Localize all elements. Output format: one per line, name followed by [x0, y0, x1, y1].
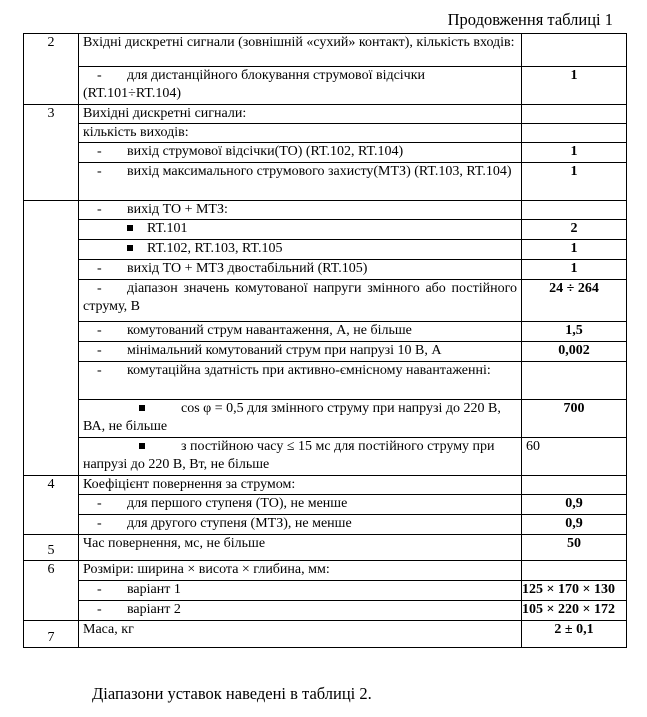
- row-value: 1: [522, 67, 627, 105]
- row-text: - для першого ступеня (ТО), не менше: [79, 495, 522, 515]
- row-text: кількість виходів:: [79, 124, 522, 143]
- row-value: 24 ÷ 264: [522, 280, 627, 322]
- row-value: 1: [522, 240, 627, 260]
- table-row: [24, 362, 627, 400]
- row-value: 0,002: [522, 342, 627, 362]
- table-row: [24, 535, 627, 561]
- table-row: [24, 581, 627, 601]
- footer-note: Діапазони уставок наведені в таблиці 2.: [92, 684, 372, 703]
- row-value: 1,5: [522, 322, 627, 342]
- table-row: [24, 561, 627, 581]
- table-row: [24, 163, 627, 201]
- row-value: [522, 201, 627, 220]
- table-row: [24, 124, 627, 143]
- row-text: Час повернення, мс, не більше: [79, 535, 522, 561]
- table-row: [24, 240, 627, 260]
- table-row: [24, 280, 627, 322]
- table-row: [24, 400, 627, 438]
- bullet-square-icon: [139, 405, 145, 411]
- table-row: [24, 495, 627, 515]
- table-row: [24, 601, 627, 621]
- row-value: [522, 124, 627, 143]
- row-text: - вихід ТО + МТЗ двостабільний (RT.105): [79, 260, 522, 280]
- table-row: [24, 476, 627, 495]
- table-row: [24, 67, 627, 105]
- row-number: 2: [24, 34, 79, 105]
- table-row: [24, 322, 627, 342]
- table-row: [24, 201, 627, 220]
- row-text: cos φ = 0,5 для змінного струму при напрузі до 220 В, ВА, не більше: [79, 400, 522, 438]
- row-value: 105 × 220 × 172: [522, 601, 627, 621]
- bullet-square-icon: [139, 443, 145, 449]
- row-text: Коефіцієнт повернення за струмом:: [79, 476, 522, 495]
- row-text: з постійною часу ≤ 15 мс для постійного струму при напрузі до 220 В, Вт, не більше: [79, 438, 522, 476]
- table-row: [24, 105, 627, 124]
- table-row: [24, 621, 627, 648]
- row-value: 125 × 170 × 130: [522, 581, 627, 601]
- row-text: - варіант 2: [79, 601, 522, 621]
- table-caption: Продовження таблиці 1: [447, 10, 613, 29]
- row-value: 700: [522, 400, 627, 438]
- row-value: 2: [522, 220, 627, 240]
- row-text: - варіант 1: [79, 581, 522, 601]
- row-value: 60: [522, 438, 627, 476]
- row-value: 1: [522, 260, 627, 280]
- table-row: [24, 438, 627, 476]
- row-text: Вихідні дискретні сигнали:: [79, 105, 522, 124]
- row-value: 1: [522, 143, 627, 163]
- row-text: - діапазон значень комутованої напруги змінного або постійного струму, В: [79, 280, 522, 322]
- row-text: - вихід максимального струмового захисту(МТЗ) (RT.103, RT.104): [79, 163, 522, 201]
- bullet-square-icon: [127, 225, 133, 231]
- row-value: [522, 561, 627, 581]
- row-number: 7: [24, 621, 79, 648]
- row-text: Вхідні дискретні сигнали (зовнішній «сухий» контакт), кількість входів:: [79, 34, 522, 67]
- row-number: 4: [24, 476, 79, 535]
- table-row: [24, 143, 627, 163]
- row-text: - для другого ступеня (МТЗ), не менше: [79, 515, 522, 535]
- row-text: - мінімальний комутований струм при напрузі 10 В, А: [79, 342, 522, 362]
- table-row: [24, 260, 627, 280]
- row-text: Розміри: ширина × висота × глибина, мм:: [79, 561, 522, 581]
- row-value: [522, 105, 627, 124]
- row-text: Маса, кг: [79, 621, 522, 648]
- row-number: [24, 201, 79, 476]
- row-value: 50: [522, 535, 627, 561]
- row-number: 6: [24, 561, 79, 621]
- row-value: [522, 362, 627, 400]
- row-text: - комутований струм навантаження, А, не більше: [79, 322, 522, 342]
- row-text: - комутаційна здатність при активно-ємнісному навантаженні:: [79, 362, 522, 400]
- spec-table: [23, 33, 627, 648]
- row-text: RT.101: [79, 220, 522, 240]
- row-number: 3: [24, 105, 79, 201]
- row-text: RT.102, RT.103, RT.105: [79, 240, 522, 260]
- row-value: 0,9: [522, 515, 627, 535]
- row-number: 5: [24, 535, 79, 561]
- bullet-square-icon: [127, 245, 133, 251]
- row-value: 0,9: [522, 495, 627, 515]
- row-text: - для дистанційного блокування струмової відсічки (RT.101÷RT.104): [79, 67, 522, 105]
- row-value: [522, 34, 627, 67]
- table-row: [24, 515, 627, 535]
- row-text: - вихід струмової відсічки(ТО) (RT.102, RT.104): [79, 143, 522, 163]
- row-value: [522, 476, 627, 495]
- table-row: [24, 220, 627, 240]
- table-row: [24, 34, 627, 67]
- row-value: 2 ± 0,1: [522, 621, 627, 648]
- row-value: 1: [522, 163, 627, 201]
- row-text: - вихід ТО + МТЗ:: [79, 201, 522, 220]
- table-row: [24, 342, 627, 362]
